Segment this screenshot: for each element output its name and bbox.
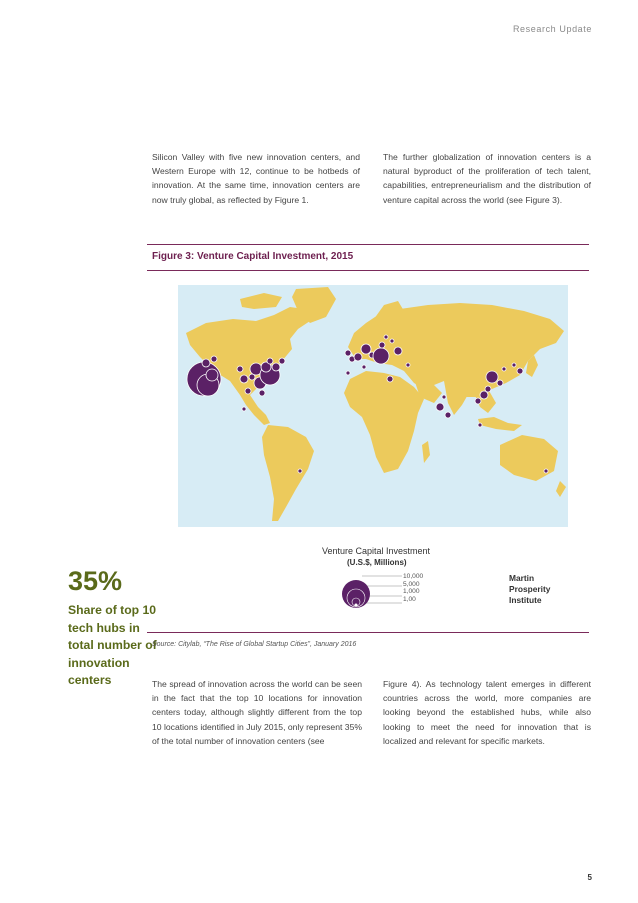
legend-title: Venture Capital Investment bbox=[322, 546, 431, 556]
bubble bbox=[445, 412, 451, 418]
bubble bbox=[242, 407, 246, 411]
figure-source: Source: Citylab, “The Rise of Global Startup Cities”, January 2016 bbox=[152, 641, 357, 648]
world-map-graphic bbox=[178, 285, 568, 527]
legend-value: 5,000 bbox=[403, 580, 420, 588]
bubble bbox=[237, 366, 243, 372]
bubble bbox=[486, 371, 498, 383]
bubble bbox=[346, 371, 350, 375]
credit-line: Martin bbox=[509, 573, 535, 583]
bubble bbox=[379, 342, 385, 348]
bubble bbox=[394, 347, 402, 355]
bubble bbox=[517, 368, 523, 374]
legend-value: 10,000 bbox=[403, 573, 424, 580]
callout-number: 35% bbox=[68, 566, 123, 596]
bubble bbox=[387, 376, 393, 382]
bubble bbox=[497, 380, 503, 386]
figure-title: Figure 3: Venture Capital Investment, 2015 bbox=[152, 251, 354, 262]
legend-value: 1,00 bbox=[403, 595, 416, 603]
legend-values bbox=[403, 573, 423, 603]
figure-top-rule bbox=[147, 244, 589, 245]
page-number: 5 bbox=[587, 873, 592, 882]
bubble bbox=[406, 363, 410, 367]
world-map bbox=[178, 285, 568, 527]
bubble bbox=[361, 344, 371, 354]
bubble bbox=[279, 358, 285, 364]
bubble bbox=[512, 363, 516, 367]
bubble bbox=[211, 356, 217, 362]
bubble bbox=[267, 358, 273, 364]
bubble bbox=[345, 350, 351, 356]
bubble bbox=[390, 339, 394, 343]
bubble bbox=[202, 359, 210, 367]
bubble bbox=[206, 369, 218, 381]
legend-value: 1,000 bbox=[403, 588, 420, 596]
bubble bbox=[502, 367, 506, 371]
bubble bbox=[442, 395, 446, 399]
map-landmass bbox=[186, 287, 566, 521]
bubble bbox=[436, 403, 444, 411]
intro-left-paragraph: Silicon Valley with five new innovation centers, and Western Europe with 12, continue to be hotbeds of innovation. At the same time, innovation centers are now truly global, as reflected by Figure 1. bbox=[152, 152, 360, 205]
bubble bbox=[245, 388, 251, 394]
bubble bbox=[240, 375, 248, 383]
credit-line: Institute bbox=[509, 595, 542, 605]
bubble bbox=[272, 363, 280, 371]
legend-bubble-100 bbox=[355, 604, 358, 607]
bubble bbox=[384, 335, 388, 339]
body-left-paragraph: The spread of innovation across the world can be seen in the fact that the top 10 locations for innovation centers today, although slightly different from the top 10 locations identified in July 2015, only represent 35% of the total number of innovation centers (see bbox=[152, 679, 362, 746]
bubble bbox=[362, 365, 366, 369]
figure-bottom-rule bbox=[147, 632, 589, 633]
bubble bbox=[354, 353, 362, 361]
body-right-paragraph: Figure 4). As technology talent emerges in different countries across the world, more companies are looking beyond the established hubs, while also looking to meet the need for innovation that is localized and relevant for specific markets. bbox=[383, 679, 591, 746]
bubble-large bbox=[373, 348, 389, 364]
bubble bbox=[480, 391, 488, 399]
bubble bbox=[259, 390, 265, 396]
running-header: Research Update bbox=[512, 24, 592, 34]
bubble bbox=[544, 469, 548, 473]
figure-credit bbox=[509, 573, 550, 606]
bubble bbox=[478, 423, 482, 427]
callout-text: Share of top 10 tech hubs in total number of innovation centers bbox=[68, 603, 157, 687]
bubble bbox=[298, 469, 302, 473]
intro-right-paragraph: The further globalization of innovation centers is a natural byproduct of the proliferation of tech talent, capabilities, entrepreneurialism and the distribution of venture capital across the world (see Figure 3). bbox=[383, 152, 591, 205]
credit-line: Prosperity bbox=[509, 584, 551, 594]
figure-title-rule bbox=[147, 270, 589, 271]
bubble bbox=[475, 398, 481, 404]
legend-subtitle: (U.S.$, Millions) bbox=[347, 558, 407, 567]
legend-bubbles bbox=[338, 568, 404, 612]
